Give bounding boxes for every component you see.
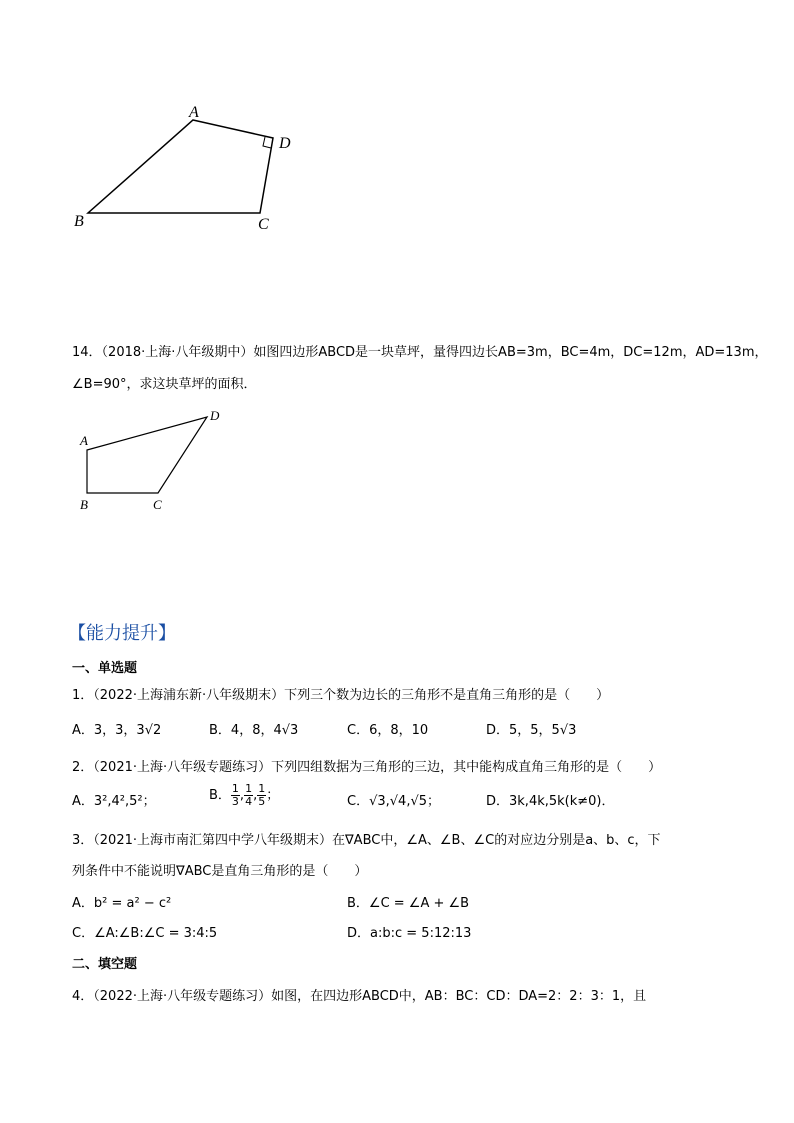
figure-quadrilateral-1 [60, 95, 320, 245]
fig1-label-c: C [258, 216, 269, 233]
q14-line2: ∠B=90°，求这块草坪的面积． [72, 377, 257, 392]
fig2-label-c: C [153, 497, 162, 512]
q14-line1: 14．（2018·上海·八年级期中）如图四边形ABCD是一块草坪，量得四边长AB=3m，BC=4m，DC=12m，AD=13m， [72, 345, 768, 360]
fraction-1-3: $\frac{1}{3}$ [231, 782, 239, 808]
q2-option-b: B． $\frac{1}{3}$ , $\frac{1}{4}$ , $\frac{1}{5}$ ； [209, 782, 280, 808]
q2-stem: 2．（2021·上海·八年级专题练习）下列四组数据为三角形的三边，其中能构成直角三角形的是（ ） [72, 760, 662, 775]
figure-quadrilateral-2 [70, 405, 240, 520]
q3-option-a: A．b² = a² − c² [72, 896, 172, 911]
fraction-1-4: $\frac{1}{4}$ [245, 782, 253, 808]
q1-option-a: A．3，3，3√2 [72, 723, 162, 738]
fig1-label-b: B [74, 213, 84, 230]
q2-option-c: C．√3,√4,√5； [347, 794, 441, 809]
fig2-label-d: D [210, 408, 220, 423]
fig1-label-d: D [279, 135, 291, 152]
right-angle-mark [263, 137, 271, 148]
q4-stem: 4．（2022·上海·八年级专题练习）如图，在四边形ABCD中，AB：BC：CD：DA=2：2：3：1，且 [72, 989, 647, 1004]
q3-option-b: B．∠C = ∠A + ∠B [347, 896, 470, 911]
quadrilateral-2-shape [87, 417, 207, 493]
part2-title: 二、填空题 [72, 957, 138, 972]
q2-option-d: D．3k,4k,5k(k≠0)． [486, 794, 615, 809]
section-title: 【能力提升】 [68, 623, 176, 644]
quadrilateral-1-shape [88, 120, 273, 213]
fraction-1-5: $\frac{1}{5}$ [258, 782, 266, 808]
fig2-label-b: B [80, 497, 88, 512]
q2-option-b-suffix: ； [266, 788, 280, 803]
fig2-label-a: A [80, 433, 88, 448]
q3-stem-line1: 3．（2021·上海市南汇第四中学八年级期末）在∇ABC中，∠A、∠B、∠C的对应边分别是a、b、c，下 [72, 833, 661, 848]
q1-stem: 1．（2022·上海浦东新·八年级期末）下列三个数为边长的三角形不是直角三角形的是（ ） [72, 688, 610, 703]
q2-option-b-prefix: B． [209, 788, 231, 803]
part1-title: 一、单选题 [72, 661, 138, 676]
q1-option-b: B．4，8，4√3 [209, 723, 299, 738]
q1-option-c: C．6，8，10 [347, 723, 429, 738]
q3-stem-line2: 列条件中不能说明∇ABC是直角三角形的是（ ） [72, 864, 368, 879]
q3-option-d: D．a:b:c = 5:12:13 [347, 926, 472, 941]
q2-option-a: A．3²,4²,5²； [72, 794, 156, 809]
q3-option-c: C．∠A:∠B:∠C = 3:4:5 [72, 926, 218, 941]
fig1-label-a: A [189, 104, 199, 121]
q1-option-d: D．5，5，5√3 [486, 723, 577, 738]
